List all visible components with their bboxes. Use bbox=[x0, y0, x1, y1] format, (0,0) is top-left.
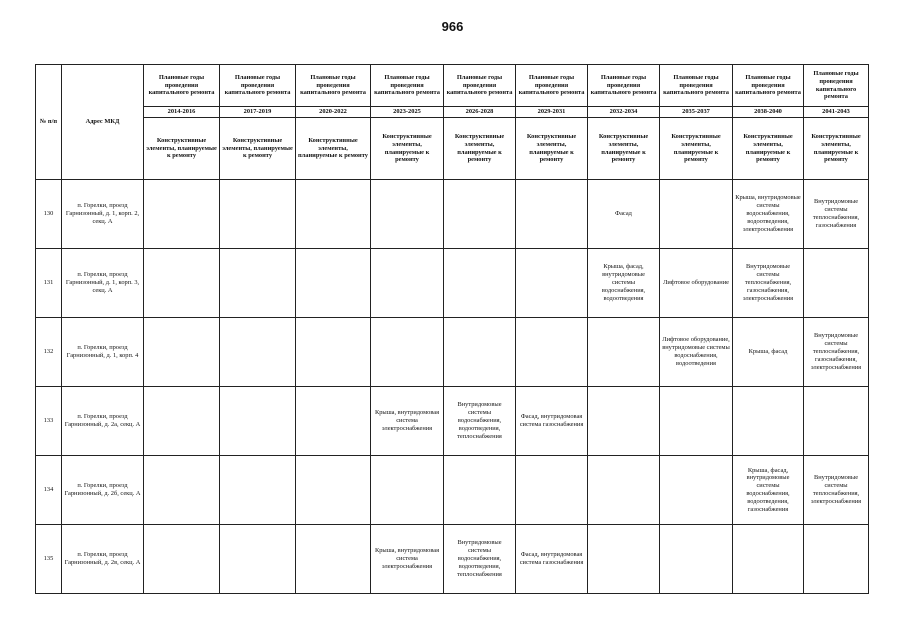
planned-years-header: Плановые годы проведения капитального ремонта bbox=[444, 65, 516, 107]
planned-years-header: Плановые годы проведения капитального ремонта bbox=[516, 65, 588, 107]
elements-cell bbox=[660, 387, 733, 456]
address-cell: п. Горелки, проезд Гарнизонный, д. 2б, секц. А bbox=[62, 456, 144, 525]
elements-cell bbox=[660, 456, 733, 525]
elements-cell: Лифтовое оборудование bbox=[660, 249, 733, 318]
row-number: 135 bbox=[36, 525, 62, 594]
elements-cell bbox=[371, 456, 444, 525]
elements-cell bbox=[296, 249, 371, 318]
elements-cell bbox=[733, 525, 804, 594]
elements-cell: Крыша, внутридомовые системы водоснабжения, водоотведения, электроснабжения bbox=[733, 180, 804, 249]
elements-cell bbox=[296, 318, 371, 387]
repair-schedule-table bbox=[35, 64, 869, 594]
row-number: 132 bbox=[36, 318, 62, 387]
planned-years-header: Плановые годы проведения капитального ремонта bbox=[296, 65, 371, 107]
planned-years-header: Плановые годы проведения капитального ремонта bbox=[660, 65, 733, 107]
planned-years-header: Плановые годы проведения капитального ремонта bbox=[733, 65, 804, 107]
elements-cell: Крыша, фасад, внутридомовые системы водоснабжения, водоотведения, газоснабжения bbox=[733, 456, 804, 525]
elements-cell bbox=[660, 180, 733, 249]
elements-cell bbox=[516, 318, 588, 387]
period-header: 2026-2028 bbox=[444, 107, 516, 118]
period-header: 2029-2031 bbox=[516, 107, 588, 118]
elements-header: Конструктивные элементы, планируемые к ремонту bbox=[296, 118, 371, 180]
elements-cell bbox=[296, 180, 371, 249]
elements-cell bbox=[444, 180, 516, 249]
elements-cell bbox=[516, 180, 588, 249]
elements-cell bbox=[296, 387, 371, 456]
elements-cell: Фасад, внутридомовая система газоснабжения bbox=[516, 387, 588, 456]
planned-years-header: Плановые годы проведения капитального ремонта bbox=[588, 65, 660, 107]
elements-header: Конструктивные элементы, планируемые к ремонту bbox=[588, 118, 660, 180]
elements-header: Конструктивные элементы, планируемые к ремонту bbox=[144, 118, 220, 180]
elements-cell bbox=[220, 387, 296, 456]
elements-header: Конструктивные элементы, планируемые к ремонту bbox=[660, 118, 733, 180]
elements-cell bbox=[804, 525, 869, 594]
elements-cell bbox=[144, 525, 220, 594]
elements-cell bbox=[804, 249, 869, 318]
address-cell: п. Горелки, проезд Гарнизонный, д. 1, корп. 3, секц. А bbox=[62, 249, 144, 318]
elements-cell: Внутридомовые системы водоснабжения, водоотведения, теплоснабжения bbox=[444, 387, 516, 456]
elements-header: Конструктивные элементы, планируемые к ремонту bbox=[220, 118, 296, 180]
period-header: 2041-2043 bbox=[804, 107, 869, 118]
elements-cell bbox=[220, 318, 296, 387]
elements-cell bbox=[296, 456, 371, 525]
row-number: 130 bbox=[36, 180, 62, 249]
period-header: 2017-2019 bbox=[220, 107, 296, 118]
elements-cell bbox=[516, 249, 588, 318]
elements-header: Конструктивные элементы, планируемые к ремонту bbox=[804, 118, 869, 180]
period-header: 2014-2016 bbox=[144, 107, 220, 118]
elements-cell bbox=[296, 525, 371, 594]
elements-cell: Внутридомовые системы теплоснабжения, электроснабжения bbox=[804, 456, 869, 525]
elements-cell: Крыша, внутридомовая система электроснабжения bbox=[371, 525, 444, 594]
planned-years-header: Плановые годы проведения капитального ремонта bbox=[371, 65, 444, 107]
elements-cell bbox=[444, 456, 516, 525]
elements-cell bbox=[804, 387, 869, 456]
table-row bbox=[36, 249, 869, 318]
elements-cell bbox=[144, 456, 220, 525]
elements-cell bbox=[371, 180, 444, 249]
table-row bbox=[36, 180, 869, 249]
address-cell: п. Горелки, проезд Гарнизонный, д. 2а, секц. А bbox=[62, 387, 144, 456]
planned-years-header: Плановые годы проведения капитального ремонта bbox=[144, 65, 220, 107]
elements-cell: Внутридомовые системы теплоснабжения, газоснабжения, электроснабжения bbox=[733, 249, 804, 318]
elements-cell bbox=[144, 387, 220, 456]
table-row bbox=[36, 387, 869, 456]
elements-header: Конструктивные элементы, планируемые к ремонту bbox=[444, 118, 516, 180]
address-cell: п. Горелки, проезд Гарнизонный, д. 1, корп. 4 bbox=[62, 318, 144, 387]
period-header: 2035-2037 bbox=[660, 107, 733, 118]
elements-cell bbox=[144, 249, 220, 318]
table-row bbox=[36, 525, 869, 594]
elements-cell bbox=[144, 318, 220, 387]
elements-cell bbox=[371, 249, 444, 318]
elements-cell: Крыша, фасад, внутридомовые системы водоснабжения, водоотведения bbox=[588, 249, 660, 318]
elements-cell bbox=[588, 525, 660, 594]
elements-cell bbox=[444, 318, 516, 387]
elements-cell bbox=[444, 249, 516, 318]
period-header: 2020-2022 bbox=[296, 107, 371, 118]
elements-cell: Крыша, фасад bbox=[733, 318, 804, 387]
elements-cell: Крыша, внутридомовая система электроснабжения bbox=[371, 387, 444, 456]
elements-cell: Внутридомовые системы теплоснабжения, газоснабжения bbox=[804, 180, 869, 249]
elements-cell bbox=[516, 456, 588, 525]
elements-cell bbox=[220, 180, 296, 249]
elements-cell bbox=[588, 318, 660, 387]
page-number: 966 bbox=[441, 19, 464, 34]
period-header: 2023-2025 bbox=[371, 107, 444, 118]
elements-cell bbox=[220, 525, 296, 594]
elements-cell bbox=[220, 456, 296, 525]
elements-cell: Внутридомовые системы водоснабжения, водоотведения, теплоснабжения bbox=[444, 525, 516, 594]
elements-cell: Фасад, внутридомовая система газоснабжения bbox=[516, 525, 588, 594]
elements-cell bbox=[733, 387, 804, 456]
elements-cell bbox=[220, 249, 296, 318]
table-header bbox=[36, 65, 869, 180]
period-header: 2032-2034 bbox=[588, 107, 660, 118]
elements-cell bbox=[371, 318, 444, 387]
address-cell: п. Горелки, проезд Гарнизонный, д. 1, корп. 2, секц. А bbox=[62, 180, 144, 249]
planned-years-header: Плановые годы проведения капитального ремонта bbox=[804, 65, 869, 107]
elements-cell bbox=[660, 525, 733, 594]
elements-header: Конструктивные элементы, планируемые к ремонту bbox=[516, 118, 588, 180]
elements-header: Конструктивные элементы, планируемые к ремонту bbox=[371, 118, 444, 180]
elements-cell bbox=[588, 456, 660, 525]
elements-cell: Внутридомовые системы теплоснабжения, газоснабжения, электроснабжения bbox=[804, 318, 869, 387]
num-header: № п/п bbox=[36, 65, 62, 180]
table-row bbox=[36, 456, 869, 525]
planned-years-header: Плановые годы проведения капитального ремонта bbox=[220, 65, 296, 107]
table-body bbox=[36, 180, 869, 594]
elements-cell: Лифтовое оборудование, внутридомовые системы водоснабжения, водоотведения bbox=[660, 318, 733, 387]
address-header: Адрес МКД bbox=[62, 65, 144, 180]
address-cell: п. Горелки, проезд Гарнизонный, д. 2в, секц. А bbox=[62, 525, 144, 594]
table-row bbox=[36, 318, 869, 387]
elements-cell: Фасад bbox=[588, 180, 660, 249]
elements-cell bbox=[588, 387, 660, 456]
elements-cell bbox=[144, 180, 220, 249]
row-number: 131 bbox=[36, 249, 62, 318]
row-number: 134 bbox=[36, 456, 62, 525]
period-header: 2038-2040 bbox=[733, 107, 804, 118]
row-number: 133 bbox=[36, 387, 62, 456]
elements-header: Конструктивные элементы, планируемые к ремонту bbox=[733, 118, 804, 180]
